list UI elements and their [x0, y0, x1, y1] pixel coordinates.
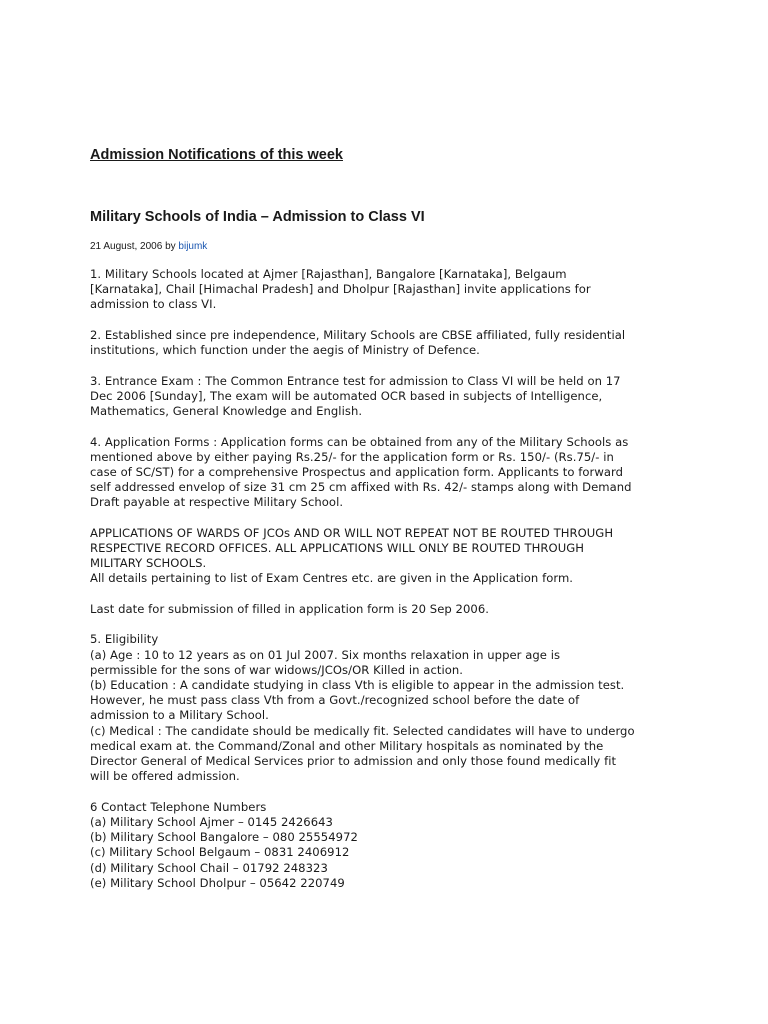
- paragraph-application-forms: 4. Application Forms : Application forms can be obtained from any of the Military Schools as mentioned above by either paying Rs.25/- for the application form or Rs. 150/- (Rs.75/- in case of SC/ST) for a comprehensive Prospectus and application form. Applicants to forward self addressed envelop of size 31 cm 25 cm affixed with Rs. 42/- stamps along with Demand Draft payable at respective Military School.: [90, 434, 632, 510]
- document-page: [90, 146, 690, 906]
- paragraph-routing-notice: APPLICATIONS OF WARDS OF JCOs AND OR WILL NOT REPEAT NOT BE ROUTED THROUGH RESPECTIVE RECORD OFFICES. ALL APPLICATIONS WILL ONLY BE ROUTED THROUGH MILITARY SCHOOLS. All details pertaining to list of Exam Centres etc. are given in the Application form.: [90, 525, 614, 586]
- article-title: Military Schools of India – Admission to Class VI: [90, 209, 425, 225]
- article-date: 21 August, 2006 by: [90, 241, 179, 252]
- paragraph-established: 2. Established since pre independence, Military Schools are CBSE affiliated, fully residential institutions, which function under the aegis of Ministry of Defence.: [90, 327, 626, 358]
- paragraph-last-date: Last date for submission of filled in application form is 20 Sep 2006.: [90, 601, 489, 616]
- notifications-heading: Admission Notifications of this week: [90, 147, 343, 163]
- article-meta: [90, 240, 690, 253]
- paragraph-eligibility: 5. Eligibility (a) Age : 10 to 12 years as on 01 Jul 2007. Six months relaxation in upper age is permissible for the sons of war widows/JCOs/OR Killed in action. (b) Education : A candidate studying in class Vth is eligible to appear in the admission test. However, he must pass class Vth from a Govt./recognized school before the date of admission to a Military School. (c) Medical : The candidate should be medically fit. Selected candidates will have to undergo medical exam at. the Command/Zonal and other Military hospitals as nominated by the Director General of Medical Services prior to admission and only those found medically fit will be offered admission.: [90, 632, 635, 784]
- paragraph-schools: 1. Military Schools located at Ajmer [Rajasthan], Bangalore [Karnataka], Belgaum [Karnataka], Chail [Himachal Pradesh] and Dholpur [Rajasthan] invite applications for admission to class VI.: [90, 267, 591, 312]
- author-link[interactable]: bijumk: [178, 241, 208, 252]
- paragraph-contacts: 6 Contact Telephone Numbers (a) Military School Ajmer – 0145 2426643 (b) Military School Bangalore – 080 25554972 (c) Military School Belgaum – 0831 2406912 (d) Military School Chail – 01792 248323 (e) Military School Dholpur – 05642 220749: [90, 799, 358, 890]
- paragraph-entrance-exam: 3. Entrance Exam : The Common Entrance test for admission to Class VI will be held on 17 Dec 2006 [Sunday], The exam will be automated OCR based in subjects of Intelligence, Mathematics, General Knowledge and English.: [90, 373, 621, 419]
- article-body: [90, 267, 690, 891]
